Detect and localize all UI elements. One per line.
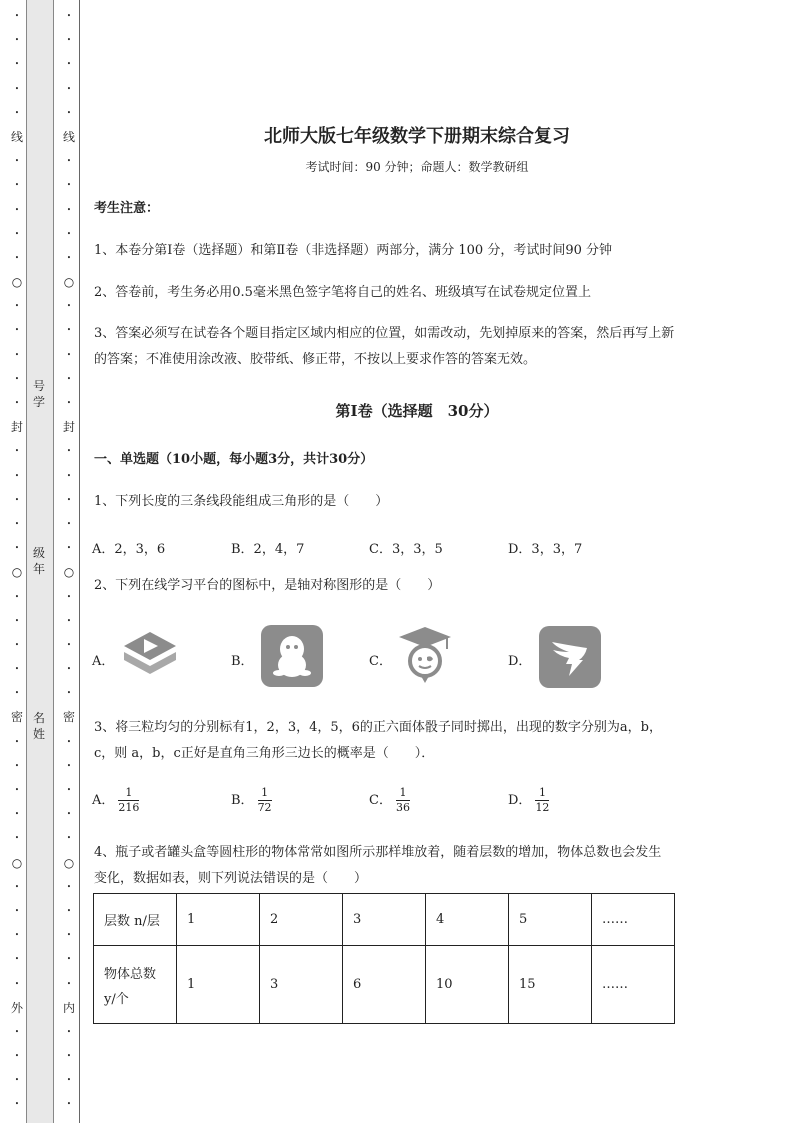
outer-margin-dot: • <box>14 955 20 964</box>
outer-margin-dot: • <box>14 302 20 311</box>
outer-margin-dot: • <box>14 495 20 504</box>
section-title: 第Ⅰ卷（选择题 30分） <box>335 402 499 420</box>
outer-margin-dot: • <box>14 181 20 190</box>
q3-a-denominator: 216 <box>118 801 140 814</box>
table-cell: …… <box>592 946 675 1024</box>
inner-margin-dot: • <box>66 229 72 238</box>
q2-option-b-label[interactable]: B． <box>231 654 254 669</box>
inner-margin-dot: • <box>66 374 72 383</box>
table-header-total-line1: 物体总数 <box>104 966 157 982</box>
outer-margin-dot: • <box>14 350 20 359</box>
outer-margin-dot: • <box>14 737 20 746</box>
inner-margin-mark: 线 <box>62 129 75 144</box>
table-cell: 1 <box>177 894 260 946</box>
outer-margin-dot: • <box>14 761 20 770</box>
inner-margin-dot: • <box>66 544 72 553</box>
inner-margin-dot: • <box>66 810 72 819</box>
q3-option-a[interactable] <box>92 786 139 815</box>
outer-margin-dot: • <box>14 374 20 383</box>
q3-option-c[interactable] <box>369 786 410 815</box>
outer-margin-dot: • <box>14 60 20 69</box>
outer-margin-mark: ○ <box>11 855 23 870</box>
outer-margin-mark: 线 <box>10 129 23 144</box>
outer-margin-dot: • <box>14 229 20 238</box>
q4-stem-line1: 4、瓶子或者罐头盒等圆柱形的物体常常如图所示那样堆放着，随着层数的增加，物体总数也会发生 <box>94 845 662 860</box>
inner-margin-dot: • <box>66 1027 72 1036</box>
inner-margin-dot: • <box>66 157 72 166</box>
q1-option-d[interactable]: D．3，3，7 <box>508 542 583 557</box>
inner-margin-dot: • <box>66 761 72 770</box>
outer-margin-mark: 封 <box>10 420 23 435</box>
q3-option-a-fraction <box>118 786 139 815</box>
table-cell: 3 <box>260 946 343 1024</box>
table-row <box>94 894 675 946</box>
q3-a-numerator: 1 <box>118 786 139 801</box>
inner-margin-dot: • <box>66 689 72 698</box>
outer-margin-dot: • <box>14 640 20 649</box>
outer-margin-dot: • <box>14 447 20 456</box>
outer-margin-dot: • <box>14 12 20 20</box>
outer-margin-dot: • <box>14 36 20 45</box>
name-label: 名 姓 <box>32 711 45 741</box>
q3-b-denominator: 72 <box>257 801 272 814</box>
q2-stem: 2、下列在线学习平台的图标中，是轴对称图形的是（ ） <box>94 578 441 593</box>
inner-margin-dot: • <box>66 1052 72 1061</box>
inner-margin-mark: ○ <box>63 565 75 580</box>
q3-option-d[interactable] <box>508 786 549 815</box>
q3-option-d-label: D． <box>508 793 532 808</box>
table-row <box>94 946 675 1024</box>
inner-margin-mark: 内 <box>62 1000 75 1015</box>
outer-margin-dot: • <box>14 592 20 601</box>
notice-item-3-line1: 3、答案必须写在试卷各个题目指定区域内相应的位置，如需改动，先划掉原来的答案，然后再写上新 <box>94 326 675 341</box>
q3-option-b-fraction <box>258 786 272 815</box>
outer-margin-dot: • <box>14 205 20 214</box>
notice-item-2: 2、答卷前，考生务必用0.5毫米黑色签字笔将自己的姓名、班级填写在试卷规定位置上 <box>94 285 591 300</box>
outer-margin-mark: ○ <box>11 275 23 290</box>
q3-stem-line2: c，则 a，b，c正好是直角三角形三边长的概率是（ ）． <box>94 746 435 761</box>
table-cell: 6 <box>343 946 426 1024</box>
table-header-layers: 层数 n/层 <box>94 894 177 946</box>
grade-label: 级 年 <box>32 546 45 576</box>
inner-margin-dot: • <box>66 12 72 20</box>
table-header-total <box>94 946 177 1024</box>
inner-margin-mark: 密 <box>62 710 75 725</box>
outer-margin-dot: • <box>14 471 20 480</box>
q1-option-b[interactable]: B．2，4，7 <box>231 542 305 557</box>
inner-margin-dot: • <box>66 205 72 214</box>
q1-option-a[interactable]: A．2，3，6 <box>92 542 166 557</box>
inner-margin-dot: • <box>66 447 72 456</box>
page-title: 北师大版七年级数学下册期末综合复习 <box>264 126 570 147</box>
inner-margin-mark: 封 <box>62 420 75 435</box>
q3-option-c-label: C． <box>369 793 392 808</box>
table-cell: …… <box>592 894 675 946</box>
q3-d-denominator: 12 <box>535 801 550 814</box>
inner-margin-dot: • <box>66 399 72 407</box>
outer-margin-dot: • <box>14 253 20 262</box>
inner-margin-dot: • <box>66 60 72 69</box>
inner-margin-dot: • <box>66 592 72 601</box>
inner-margin-dot: • <box>66 36 72 45</box>
q2-option-d-label[interactable]: D． <box>508 654 532 669</box>
outer-margin-mark: 外 <box>10 1000 23 1015</box>
inner-margin-dot: • <box>66 471 72 480</box>
table-cell: 4 <box>426 894 509 946</box>
outer-margin-dot: • <box>14 1027 20 1036</box>
outer-margin-dot: • <box>14 1052 20 1061</box>
part-heading: 一、单选题（10小题，每小题3分，共计30分） <box>94 452 374 467</box>
inner-margin-dot: • <box>66 84 72 93</box>
table-cell: 1 <box>177 946 260 1024</box>
inner-margin-dot: • <box>66 834 72 843</box>
inner-margin-dot: • <box>66 495 72 504</box>
outer-margin-dot: • <box>14 665 20 674</box>
q3-stem-line1: 3、将三粒均匀的分别标有1，2，3，4，5，6的正六面体骰子同时掷出，出现的数字分别为a，b， <box>94 720 662 735</box>
inner-margin-dot: • <box>66 882 72 891</box>
q4-stem-line2: 变化，数据如表，则下列说法错误的是（ ） <box>94 871 368 886</box>
outer-margin-dot: • <box>14 689 20 698</box>
q3-option-b-label: B． <box>231 793 254 808</box>
outer-margin-dot: • <box>14 810 20 819</box>
outer-margin-dot: • <box>14 931 20 940</box>
outer-margin-mark: 密 <box>10 710 23 725</box>
inner-margin-dot: • <box>66 906 72 915</box>
inner-margin-dot: • <box>66 302 72 311</box>
outer-margin-dot: • <box>14 882 20 891</box>
outer-margin-dot: • <box>14 906 20 915</box>
outer-margin-dot: • <box>14 544 20 553</box>
q2-option-a-label[interactable]: A． <box>92 654 115 669</box>
inner-margin-dot: • <box>66 326 72 335</box>
inner-margin-dot: • <box>66 108 72 117</box>
outer-margin-dot: • <box>14 616 20 625</box>
outer-margin-dot: • <box>14 979 20 988</box>
dingtalk-icon <box>539 626 601 688</box>
outer-margin-dot: • <box>14 786 20 794</box>
outer-margin-dot: • <box>14 108 20 117</box>
q3-option-d-fraction <box>535 786 549 815</box>
q3-d-numerator: 1 <box>535 786 549 801</box>
notice-heading: 考生注意： <box>94 201 160 216</box>
inner-margin-dot: • <box>66 665 72 674</box>
q3-b-numerator: 1 <box>258 786 272 801</box>
outer-margin-dot: • <box>14 1076 20 1085</box>
inner-margin-dot: • <box>66 1100 72 1109</box>
q2-option-c-label[interactable]: C． <box>369 654 392 669</box>
table-cell: 5 <box>509 894 592 946</box>
inner-margin-dot: • <box>66 955 72 964</box>
outer-margin-mark: ○ <box>11 565 23 580</box>
q4-data-table <box>93 893 675 1024</box>
table-cell: 15 <box>509 946 592 1024</box>
table-cell: 2 <box>260 894 343 946</box>
outer-margin-dot: • <box>14 157 20 166</box>
q3-c-numerator: 1 <box>396 786 410 801</box>
inner-margin-dot: • <box>66 253 72 262</box>
inner-margin-dot: • <box>66 737 72 746</box>
table-header-total-line2: y/个 <box>104 991 129 1007</box>
q1-option-c[interactable]: C．3，3，5 <box>369 542 443 557</box>
inner-margin-dot: • <box>66 640 72 649</box>
outer-margin-dot: • <box>14 326 20 335</box>
page-subtitle: 考试时间：90 分钟；命题人：数学教研组 <box>305 160 529 174</box>
inner-margin-dot: • <box>66 181 72 190</box>
outer-margin-dot: • <box>14 834 20 843</box>
outer-margin-dot: • <box>14 399 20 407</box>
inner-margin-dot: • <box>66 350 72 359</box>
qq-penguin-icon <box>261 625 323 687</box>
inner-margin-dot: • <box>66 1076 72 1085</box>
play-logo-icon <box>120 628 180 684</box>
q3-c-denominator: 36 <box>395 801 410 814</box>
inner-margin-dot: • <box>66 786 72 794</box>
outer-margin-dot: • <box>14 519 20 528</box>
inner-margin-dot: • <box>66 931 72 940</box>
table-cell: 3 <box>343 894 426 946</box>
inner-margin-dot: • <box>66 979 72 988</box>
graduation-cap-icon <box>395 625 455 687</box>
q3-option-b[interactable] <box>231 786 272 815</box>
outer-margin-dot: • <box>14 1100 20 1109</box>
table-cell: 10 <box>426 946 509 1024</box>
inner-margin-mark: ○ <box>63 275 75 290</box>
notice-item-1: 1、本卷分第Ⅰ卷（选择题）和第Ⅱ卷（非选择题）两部分，满分 100 分，考试时间90 分钟 <box>94 243 612 258</box>
q3-option-c-fraction <box>396 786 410 815</box>
inner-margin-dot: • <box>66 616 72 625</box>
outer-margin-dot: • <box>14 84 20 93</box>
student-id-label: 号 学 <box>32 379 45 409</box>
inner-margin-mark: ○ <box>63 855 75 870</box>
q3-option-a-label: A． <box>92 793 115 808</box>
q1-stem: 1、下列长度的三条线段能组成三角形的是（ ） <box>94 494 389 509</box>
notice-item-3-line2: 的答案；不准使用涂改液、胶带纸、修正带，不按以上要求作答的答案无效。 <box>94 352 537 367</box>
inner-margin-dot: • <box>66 519 72 528</box>
